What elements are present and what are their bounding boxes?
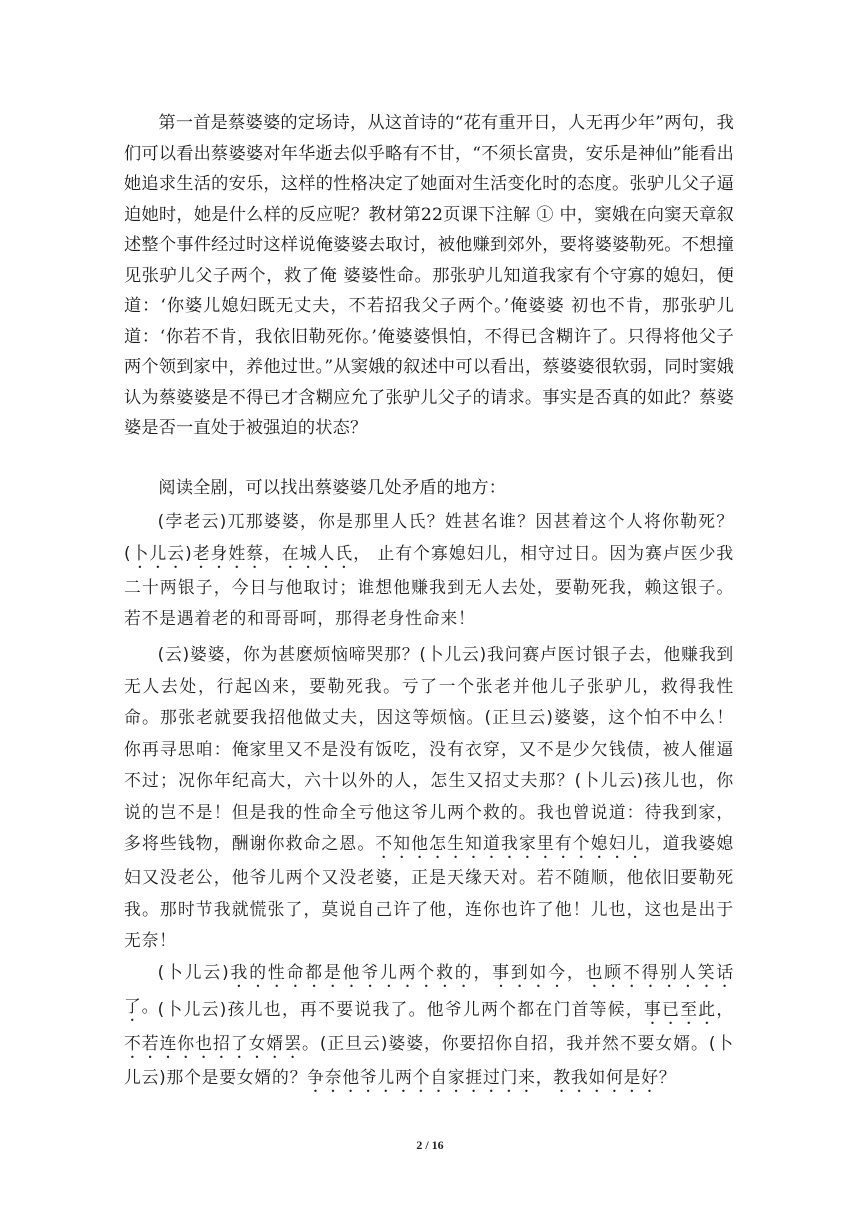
quote-text: 道我婆媳妇又没老公，他爷儿两个又没老婆，正是天缘天对。若不随顺，他依旧要勒死我。那时节我就慌张了，莫说自己许了他，连你也许了他！儿也，这也是出于无奈！	[124, 833, 734, 950]
paragraph-intro: 第一首是蔡婆婆的定场诗，从这首诗的“花有重开日，人无再少年”两句，我们可以看出蔡婆婆对年华逝去似乎略有不甘，“不须长富贵，安乐是神仙”能看出她追求生活的安乐，这样的性格决定了她面对生活变化时的态度。张驴儿父子逼迫她时，她是什么样的反应呢？教材第22页课下注解 ① 中，窦娥在向窦天章叙述整个事件经过时这样说俺婆婆去取讨，被他赚到郊外，要将婆婆勒死。不想撞见张驴儿父子两个，救了俺 婆婆性命。那张驴儿知道我家有个守寡的媳妇，便道：‘你婆儿媳妇既无丈夫，不若招我父子两个。’俺婆婆 初也不肯，那张驴儿道：‘你若不肯，我依旧勒死你。’俺婆婆惧怕，不得已含糊许了。只得将他父子两个领到家中，养他过世。”从窦娥的叙述中可以看出，蔡婆婆很软弱，同时窦娥认为蔡婆婆是不得已才含糊应允了张驴儿父子的请求。事实是否真的如此？蔡婆婆是否一直处于被强迫的状态？	[124, 113, 734, 438]
emphasized-text: (卜儿云)老身姓蔡，在城人氏，	[124, 542, 372, 563]
emphasized-text: 我的性命都是他爷儿两个救的，事到如今，也顾不得别人笑话了。	[124, 962, 734, 1016]
emphasized-text: 争奈他爷儿两个自家捱过门来，教我如何是好？	[307, 1067, 677, 1087]
quote-text: (正旦云)婆婆，你要招你自招，我并然不要女婿。(卜儿云)那个是要女婿的？	[124, 1033, 734, 1087]
emphasized-text: 事已至此，不若连你也招了女婿罢。	[124, 999, 734, 1053]
quote-block-4	[124, 994, 734, 1096]
quote-text: (卜儿云)	[157, 962, 230, 982]
paragraph-reading: 阅读全剧，可以找出蔡婆婆几处矛盾的地方：	[158, 478, 507, 498]
quote-block-2	[124, 639, 734, 957]
quote-block-1	[124, 506, 734, 635]
emphasized-text: 不知他怎生知道我家里有个媳妇儿，	[375, 833, 663, 853]
quote-text: (卜儿云)孩儿也，再不要说我了。他爷儿两个都在门首等候，	[157, 999, 644, 1019]
quote-text: (云)婆婆，你为甚麽烦恼啼哭那？(卜儿云)我问赛卢医讨银子去，他赚我到无人去处，行起凶来，要勒死我。亏了一个张老并他儿子张驴儿，救得我性命。那张老就要我招他做丈夫，因这等烦恼。(正旦云)婆婆，这个怕不中么！你再寻思咱：俺家里又不是没有饭吃，没有衣穿，又不是少欠钱债，被人催逼不过；况你年纪高大，六十以外的人，怎生又招丈夫那？(卜儿云)孩儿也，你说的岂不是！但是我的性命全亏他这爷儿两个救的。我也曾说道：待我到家，多将些钱物，酬谢你救命之恩。	[124, 644, 734, 853]
page-number: 2 / 16	[416, 1138, 444, 1152]
quote-text: 止有个寡媳妇儿，相守过日。因为赛卢医少我二十两银子，今日与他取讨；谁想他赚我到无人去处，要勒死我，赖这银子。若不是遇着老的和哥哥呵，那得老身性命来！	[124, 542, 734, 628]
quote-text: (孛老云)兀那婆婆，你是那里人氏？姓甚名谁？因甚着这个人将你勒死？	[157, 511, 734, 531]
